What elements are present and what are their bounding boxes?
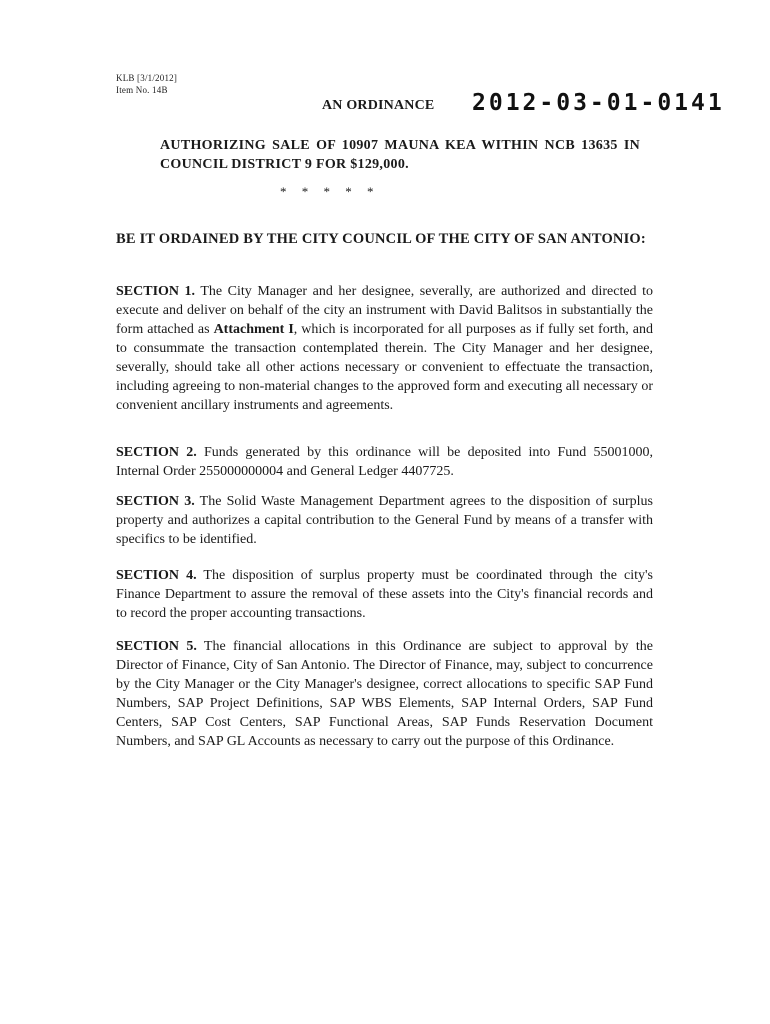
separator-asterisks: * * * * * xyxy=(280,184,374,199)
section-3 xyxy=(116,492,653,549)
section-1-text-b: , which is incorporated for all purposes as if fully set forth, and to consummate the transaction contemplated therein. The City Manager and her designee, severally, should take all other actions necessary or convenient to effectuate the transaction, including agreeing to non-material changes to the approved form and executing all necessary or convenient ancillary instruments and agreements. xyxy=(116,322,653,413)
meta-item-number: Item No. 14B xyxy=(116,85,168,95)
section-3-text: The Solid Waste Management Department agrees to the disposition of surplus property and authorizes a capital contribution to the General Fund by means of a transfer with specifics to be identified. xyxy=(116,494,653,547)
document-meta xyxy=(116,72,177,96)
section-4 xyxy=(116,566,653,623)
section-2-heading: SECTION 2. xyxy=(116,445,197,460)
section-1-heading: SECTION 1. xyxy=(116,284,196,299)
ordinance-label: AN ORDINANCE xyxy=(322,98,435,113)
ordinance-title: AUTHORIZING SALE OF 10907 MAUNA KEA WITHIN NCB 13635 IN COUNCIL DISTRICT 9 FOR $129,000. xyxy=(160,138,640,172)
section-1 xyxy=(116,282,653,415)
section-2-text: Funds generated by this ordinance will be deposited into Fund 55001000, Internal Order 255000000004 and General Ledger 4407725. xyxy=(116,445,653,479)
section-2 xyxy=(116,443,653,481)
section-5 xyxy=(116,637,653,751)
section-5-text: The financial allocations in this Ordinance are subject to approval by the Director of Finance, City of San Antonio. The Director of Finance, may, subject to concurrence by the City Manager or the City Manager's designee, correct allocations to specific SAP Fund Numbers, SAP Project Definitions, SAP WBS Elements, SAP Internal Orders, SAP Fund Centers, SAP Cost Centers, SAP Functional Areas, SAP Funds Reservation Document Numbers, and SAP GL Accounts as necessary to carry out the purpose of this Ordinance. xyxy=(116,639,653,749)
meta-initials-date: KLB [3/1/2012] xyxy=(116,73,178,83)
section-5-heading: SECTION 5. xyxy=(116,639,197,654)
section-3-heading: SECTION 3. xyxy=(116,494,195,509)
ordinance-heading xyxy=(322,92,762,122)
ordinance-number-stamp: 2012-03-01-0141 xyxy=(472,90,725,116)
enacting-clause: BE IT ORDAINED BY THE CITY COUNCIL OF THE CITY OF SAN ANTONIO: xyxy=(116,231,646,247)
section-4-text: The disposition of surplus property must be coordinated through the city's Finance Department to assure the removal of these assets into the City's financial records and to record the proper accounting transactions. xyxy=(116,568,653,621)
section-1-attachment-ref: Attachment I xyxy=(213,322,294,337)
section-4-heading: SECTION 4. xyxy=(116,568,197,583)
section-1-text-a: The City Manager and her designee, severally, are authorized and directed to execute and deliver on behalf of the city an instrument with David Balitsos in substantially the form attached as xyxy=(116,284,653,337)
